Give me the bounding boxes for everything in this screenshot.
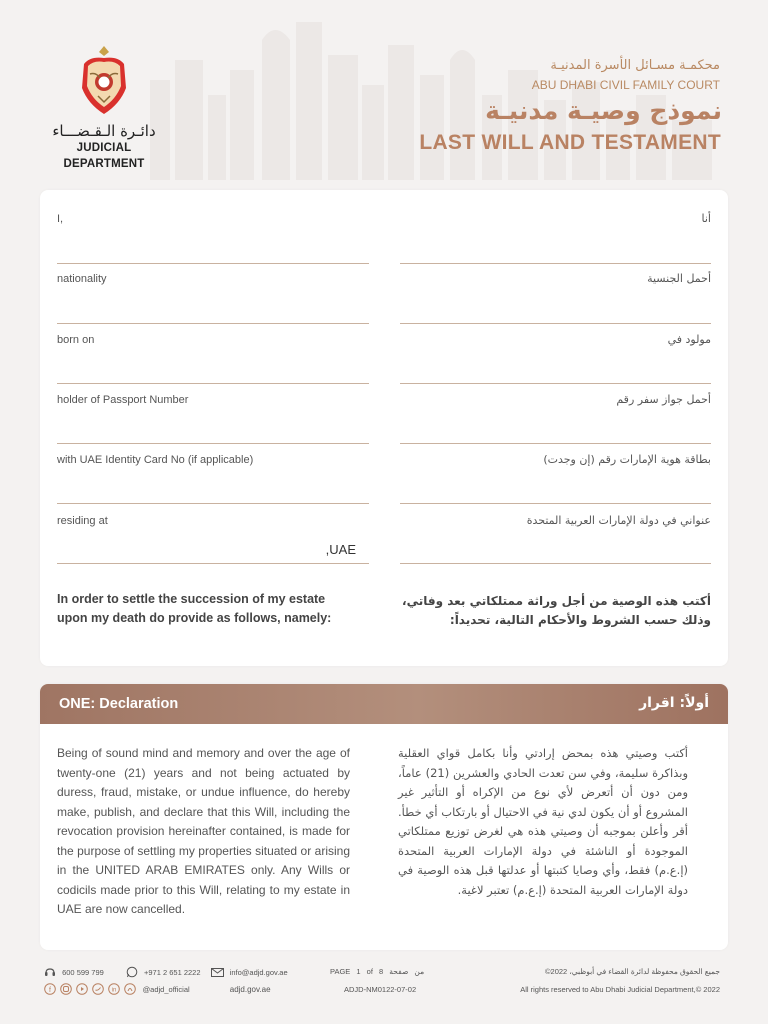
facebook-icon[interactable] (44, 983, 56, 997)
copyright-english: All rights reserved to Abu Dhabi Judicial Department,© 2022 (520, 985, 720, 994)
twitter-icon[interactable] (92, 983, 104, 997)
whatsapp-number[interactable]: +971 2 651 2222 (144, 967, 201, 977)
phone-icon (44, 967, 56, 979)
identity-card-field-line-arabic[interactable] (400, 503, 711, 504)
label-uae-identity-card: with UAE Identity Card No (if applicable) (57, 454, 254, 466)
page-label-arabic: صفحة (389, 967, 409, 976)
snapchat-icon[interactable] (124, 983, 136, 997)
personal-details-card (40, 190, 728, 666)
page-label: PAGE (330, 967, 351, 976)
phone-number[interactable]: 600 599 799 (62, 967, 104, 977)
form-title-english: LAST WILL AND TESTAMENT (419, 131, 721, 154)
passport-field-line-arabic[interactable] (400, 443, 711, 444)
name-field-line-arabic[interactable] (400, 263, 711, 264)
nationality-field-line-arabic[interactable] (400, 323, 711, 324)
name-field-line[interactable] (57, 263, 369, 264)
label-born-on-arabic: مولود في (667, 333, 711, 346)
declaration-section-card (40, 684, 728, 950)
declaration-text: Being of sound mind and memory and over the age of twenty-one (21) years and not being actuated by duress, fraud, mistake, or undue influence, do hereby make, publish, and declare that this Will, including the revocation provision hereinafter contained, is made for the purpose of settling my properties situated or arising in the UNITED ARAB EMIRATES only. Any Wills or codicils made prior to this Will, relating to my estate in UAE are now cancelled. (57, 746, 350, 916)
label-residing-at: residing at (57, 515, 108, 527)
whatsapp-icon (126, 966, 138, 980)
website-link[interactable]: adjd.gov.ae (229, 984, 271, 994)
passport-field-line[interactable] (57, 443, 369, 444)
instagram-icon[interactable] (60, 983, 72, 997)
page-current: 1 (356, 967, 361, 976)
page-total: 8 (379, 967, 384, 976)
intro-statement: In order to settle the succession of my estate upon my death do provide as follows, namely: (57, 592, 332, 625)
youtube-icon[interactable] (76, 983, 88, 997)
svg-text:f: f (49, 987, 51, 994)
department-name-english: JUDICIAL DEPARTMENT (63, 142, 145, 170)
judicial-department-logo (44, 44, 164, 172)
footer-contacts (44, 966, 288, 980)
nationality-field-line[interactable] (57, 323, 369, 324)
label-nationality: nationality (57, 273, 107, 285)
residing-at-field-line-arabic[interactable] (400, 563, 711, 564)
email-icon (211, 968, 224, 979)
label-residing-at-arabic: عنواني في دولة الإمارات العربية المتحدة (526, 514, 711, 527)
court-name-english: ABU DHABI CIVIL FAMILY COURT (531, 78, 720, 92)
label-name: I, (57, 213, 64, 225)
social-handle[interactable]: @adjd_official (142, 984, 190, 994)
identity-card-field-line[interactable] (57, 503, 369, 504)
label-uae-identity-card-arabic: بطاقة هوية الإمارات رقم (إن وجدت) (543, 453, 711, 466)
email-address[interactable]: info@adjd.gov.ae (229, 967, 288, 977)
residing-at-field-line[interactable] (57, 563, 369, 564)
born-on-field-line-arabic[interactable] (400, 383, 711, 384)
label-passport-number-arabic: أحمل جواز سفر رقم (616, 393, 711, 406)
page-indicator (330, 967, 424, 976)
department-name-arabic: دائـرة الـقـضـــاء (52, 122, 156, 140)
section-heading: ONE: Declaration (59, 696, 179, 712)
court-name-arabic: محكمـة مسـائل الأسرة المدنيـة (550, 58, 720, 73)
section-heading-arabic: أولاً: اقرار (639, 695, 709, 711)
falcon-emblem-icon (76, 44, 132, 116)
social-links (44, 983, 271, 997)
form-title-arabic: نموذج وصيـة مدنيـة (485, 96, 722, 125)
born-on-field-line[interactable] (57, 383, 369, 384)
svg-text:in: in (112, 987, 117, 994)
label-name-arabic: أنا (701, 212, 711, 225)
page-of: of (366, 967, 373, 976)
label-born-on: born on (57, 334, 95, 346)
declaration-text-arabic: أكتب وصيتي هذه بمحض إرادتي وأنا بكامل قواي العقلية وبذاكرة سليمة، وفي سن تعدت الحادي والعشرين (21) عاماً، ومن دون أن أتعرض لأي نوع من الإكراه أو التأثير غير المشروع أو أن يكون لدي نية في الاحتيال أو بارتكاب أي خطأ. أقر وأعلن بموجبه أن وصيتي هذه هي لغرض توزيع ممتلكاتي الموجودة أو الناشئة في دولة الإمارات العربية المتحدة (إ.ع.م) فقط، وأي وصايا كتبتها أو عدلتها قبل هذه الوصية في دولة الإمارات العربية المتحدة (إ.ع.م) تعتبر لاغية. (398, 746, 688, 897)
section-header-bar (40, 684, 728, 724)
intro-statement-arabic: أكتب هذه الوصية من أجل وراثة ممتلكاتي بعد وفاتي، وذلك حسب الشروط والأحكام التالية، تحديداً: (402, 594, 711, 627)
linkedin-icon[interactable] (108, 983, 120, 997)
copyright-arabic: جميع الحقوق محفوظة لدائرة القضاء في أبوظبي، 2022© (545, 967, 720, 976)
document-code: ADJD-NM0122-07-02 (344, 985, 417, 994)
residing-at-value: ,UAE (325, 542, 356, 557)
page-of-arabic: من (414, 967, 425, 976)
label-passport-number: holder of Passport Number (57, 394, 189, 406)
label-nationality-arabic: أحمل الجنسية (647, 272, 711, 285)
